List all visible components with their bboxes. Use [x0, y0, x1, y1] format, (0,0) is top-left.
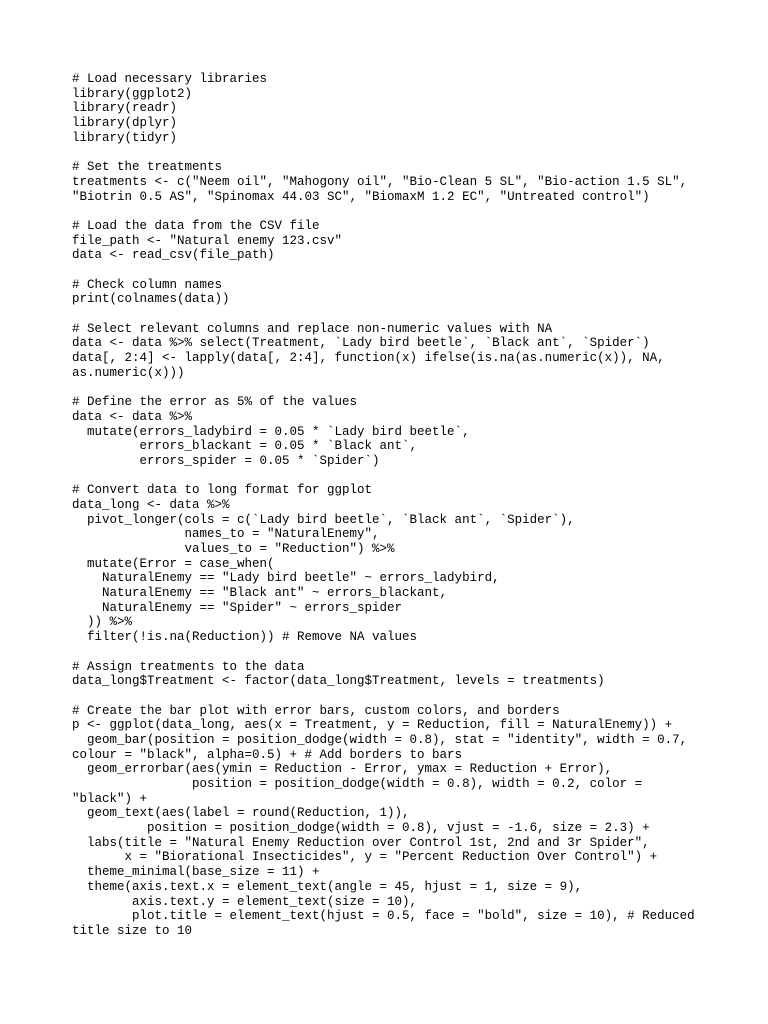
code-line: p <- ggplot(data_long, aes(x = Treatment, y = Reduction, fill = NaturalEnemy)) + — [72, 718, 673, 733]
blank-line — [72, 689, 712, 704]
code-line: # Create the bar plot with error bars, custom colors, and borders — [72, 703, 560, 718]
code-block — [72, 72, 712, 939]
code-line: axis.text.y = element_text(size = 10), — [72, 894, 418, 909]
code-line: title size to 10 — [72, 923, 193, 938]
blank-line — [72, 469, 712, 484]
code-line: errors_spider = 0.05 * `Spider`) — [72, 453, 380, 468]
code-line: values_to = "Reduction") %>% — [72, 542, 395, 556]
blank-line — [72, 645, 712, 660]
blank-line — [72, 380, 712, 395]
code-line: NaturalEnemy == "Black ant" ~ errors_blackant, — [72, 586, 448, 601]
code-line: data <- data %>% select(Treatment, `Lady bird beetle`, `Black ant`, `Spider`) — [72, 336, 650, 351]
code-line: colour = "black", alpha=0.5) + # Add borders to bars — [72, 747, 463, 762]
code-line: library(tidyr) — [72, 130, 178, 145]
code-line: library(readr) — [72, 101, 178, 116]
code-line: # Convert data to long format for ggplot — [72, 483, 373, 498]
code-line: library(dplyr) — [72, 116, 178, 131]
code-line: # Define the error as 5% of the values — [72, 395, 358, 410]
code-line: data <- read_csv(file_path) — [72, 248, 275, 263]
code-line: file_path <- "Natural enemy 123.csv" — [72, 233, 343, 248]
code-line: )) %>% — [72, 615, 133, 630]
code-line: NaturalEnemy == "Lady bird beetle" ~ errors_ladybird, — [72, 571, 500, 586]
code-line: labs(title = "Natural Enemy Reduction over Control 1st, 2nd and 3r Spider", — [72, 835, 650, 850]
code-line: # Check column names — [72, 277, 223, 292]
code-line: data_long <- data %>% — [72, 497, 230, 512]
code-line: names_to = "NaturalEnemy", — [72, 527, 380, 542]
code-line: # Select relevant columns and replace non-numeric values with NA — [72, 321, 553, 336]
blank-line — [72, 263, 712, 278]
code-line: theme_minimal(base_size = 11) + — [72, 865, 320, 880]
blank-line — [72, 204, 712, 219]
code-line: mutate(Error = case_when( — [72, 556, 275, 571]
blank-line — [72, 145, 712, 160]
code-line: position = position_dodge(width = 0.8), vjust = -1.6, size = 2.3) + — [72, 821, 650, 836]
code-line: data[, 2:4] <- lapply(data[, 2:4], function(x) ifelse(is.na(as.numeric(x)), NA, — [72, 351, 665, 366]
code-line: x = "Biorational Insecticides", y = "Percent Reduction Over Control") + — [72, 850, 658, 865]
code-line: as.numeric(x))) — [72, 365, 185, 380]
code-line: # Load necessary libraries — [72, 72, 268, 86]
code-line: "Biotrin 0.5 AS", "Spinomax 44.03 SC", "BiomaxM 1.2 EC", "Untreated control") — [72, 189, 650, 204]
code-line: # Assign treatments to the data — [72, 659, 305, 674]
code-line: print(colnames(data)) — [72, 292, 230, 307]
code-line: library(ggplot2) — [72, 86, 193, 101]
code-line: # Set the treatments — [72, 160, 223, 175]
code-line: geom_text(aes(label = round(Reduction, 1)), — [72, 806, 410, 821]
code-line: treatments <- c("Neem oil", "Mahogony oil", "Bio-Clean 5 SL", "Bio-action 1.5 SL", — [72, 174, 688, 189]
code-line: "black") + — [72, 791, 148, 806]
code-line: mutate(errors_ladybird = 0.05 * `Lady bird beetle`, — [72, 424, 470, 439]
code-line: geom_errorbar(aes(ymin = Reduction - Error, ymax = Reduction + Error), — [72, 762, 613, 777]
code-line: data <- data %>% — [72, 409, 193, 424]
blank-line — [72, 307, 712, 322]
code-line: position = position_dodge(width = 0.8), width = 0.2, color = — [72, 777, 643, 791]
code-line: errors_blackant = 0.05 * `Black ant`, — [72, 439, 418, 454]
code-line: data_long$Treatment <- factor(data_long$Treatment, levels = treatments) — [72, 674, 605, 689]
code-line: # Load the data from the CSV file — [72, 218, 320, 233]
code-line: filter(!is.na(Reduction)) # Remove NA values — [72, 630, 418, 645]
code-line: geom_bar(position = position_dodge(width = 0.8), stat = "identity", width = 0.7, — [72, 732, 688, 747]
code-line: plot.title = element_text(hjust = 0.5, face = "bold", size = 10), # Reduced — [72, 909, 695, 924]
code-line: theme(axis.text.x = element_text(angle = 45, hjust = 1, size = 9), — [72, 879, 583, 894]
code-line: pivot_longer(cols = c(`Lady bird beetle`, `Black ant`, `Spider`), — [72, 512, 575, 527]
code-line: NaturalEnemy == "Spider" ~ errors_spider — [72, 600, 403, 615]
